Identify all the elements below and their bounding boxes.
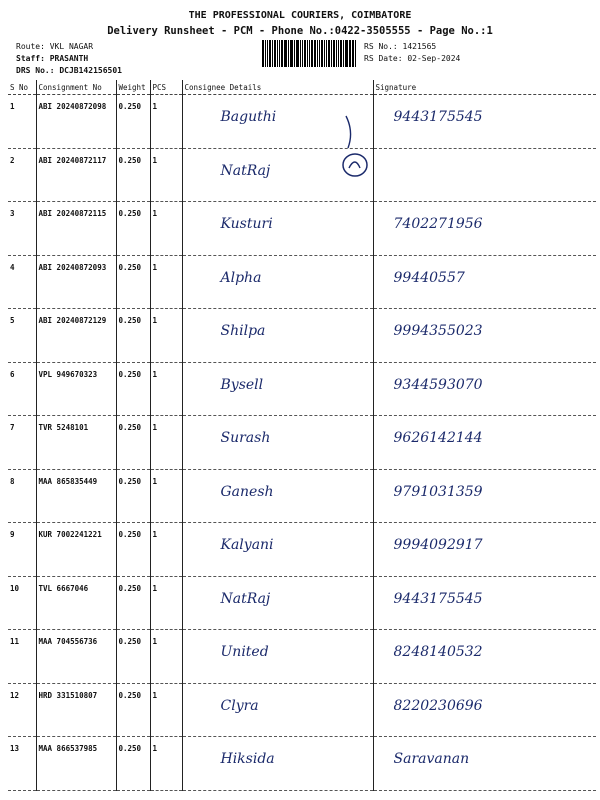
- cell-sno-text: 13: [10, 744, 20, 753]
- cell-pcs-text: 1: [152, 476, 158, 486]
- barcode-bar: [267, 40, 268, 67]
- cell-consignment-no: [36, 362, 116, 416]
- cell-consignee-text: Alpha: [220, 269, 262, 286]
- cell-consignee: [182, 416, 373, 470]
- cell-weight: [116, 255, 150, 309]
- cell-signature-text: 9994092917: [393, 537, 483, 553]
- cell-pcs-text: 1: [152, 744, 158, 753]
- barcode-bar: [343, 40, 344, 67]
- barcode-bar: [328, 40, 331, 67]
- cell-consignment-no-text: TVL 6667046: [38, 583, 89, 593]
- cell-signature: [373, 683, 596, 737]
- barcode-bar: [340, 40, 342, 67]
- cell-pcs: [150, 148, 182, 202]
- cell-weight: [116, 683, 150, 737]
- col-consignee-details: Consignee Details: [182, 80, 373, 95]
- barcode-bar: [352, 40, 354, 67]
- cell-pcs-text: 1: [152, 209, 158, 218]
- barcode-bar: [290, 40, 291, 67]
- table-row: [8, 416, 596, 470]
- cell-consignment-no: [36, 737, 116, 791]
- cell-sno: [8, 416, 36, 470]
- cell-pcs-text: 1: [152, 262, 158, 272]
- cell-signature: [373, 95, 596, 149]
- cell-consignment-no-text: ABI 20240872115: [38, 209, 107, 218]
- cell-consignment-no: [36, 416, 116, 470]
- cell-signature: [373, 576, 596, 630]
- cell-consignment-no: [36, 255, 116, 309]
- cell-weight-text: 0.250: [118, 369, 142, 379]
- barcode-bar: [345, 40, 348, 67]
- col-consignment-no: Consignment No: [36, 80, 116, 95]
- cell-weight: [116, 737, 150, 791]
- cell-pcs: [150, 683, 182, 737]
- barcode-bar: [302, 40, 303, 67]
- cell-sno: [8, 737, 36, 791]
- cell-consignee: [182, 362, 373, 416]
- cell-weight-text: 0.250: [118, 102, 142, 111]
- cell-sno: [8, 630, 36, 684]
- cell-consignee-text: Kusturi: [220, 216, 273, 232]
- cell-consignment-no: [36, 309, 116, 363]
- route-label: Route: VKL NAGAR: [16, 42, 94, 51]
- cell-signature-text: 9443175545: [393, 109, 483, 125]
- cell-sno: [8, 309, 36, 363]
- bracket-mark: [340, 112, 360, 152]
- table-row: [8, 523, 596, 577]
- barcode-bar: [269, 40, 272, 67]
- cell-weight: [116, 469, 150, 523]
- cell-weight-text: 0.250: [118, 155, 142, 165]
- cell-sno: [8, 683, 36, 737]
- barcode-bar: [349, 40, 350, 67]
- cell-weight-text: 0.250: [118, 316, 142, 325]
- rs-number: RS No.: 1421565: [364, 42, 437, 51]
- cell-weight: [116, 309, 150, 363]
- cell-weight-text: 0.250: [118, 690, 142, 700]
- company-title: THE PROFESSIONAL COURIERS, COIMBATORE: [188, 10, 412, 21]
- cell-sno-text: 2: [10, 155, 15, 165]
- cell-signature: [373, 148, 596, 202]
- cell-consignee-text: Baguthi: [220, 109, 277, 125]
- barcode-bar: [274, 40, 276, 67]
- cell-pcs-text: 1: [152, 369, 158, 379]
- cell-consignment-no-text: KUR 7002241221: [38, 530, 102, 539]
- cell-sno: [8, 576, 36, 630]
- cell-consignment-no-text: TVR 5248101: [38, 423, 89, 432]
- drs-label: DRS No.: DCJB142156501: [16, 66, 122, 75]
- cell-consignee: [182, 309, 373, 363]
- cell-weight: [116, 362, 150, 416]
- cell-consignment-no-text: MAA 865835449: [38, 476, 98, 486]
- cell-pcs: [150, 469, 182, 523]
- cell-pcs: [150, 362, 182, 416]
- cell-consignment-no: [36, 95, 116, 149]
- cell-signature: [373, 630, 596, 684]
- cell-consignee-text: Bysell: [220, 376, 264, 393]
- cell-pcs: [150, 309, 182, 363]
- cell-sno-text: 12: [10, 690, 20, 700]
- cell-weight-text: 0.250: [118, 530, 142, 539]
- col-pcs: PCS: [150, 80, 182, 95]
- cell-signature: [373, 309, 596, 363]
- barcode: [262, 40, 357, 67]
- barcode-bar: [314, 40, 316, 67]
- cell-weight-text: 0.250: [118, 476, 142, 486]
- cell-consignment-no-text: ABI 20240872098: [38, 102, 107, 111]
- barcode-bar: [279, 40, 280, 67]
- barcode-bar: [309, 40, 310, 67]
- cell-signature: [373, 737, 596, 791]
- cell-weight-text: 0.250: [118, 744, 142, 753]
- cell-pcs-text: 1: [152, 102, 158, 111]
- cell-weight: [116, 95, 150, 149]
- barcode-bar: [333, 40, 335, 67]
- col-weight: Weight: [116, 80, 150, 95]
- cell-sno-text: 6: [10, 369, 15, 379]
- staff-label: Staff: PRASANTH: [16, 54, 89, 63]
- cell-consignee: [182, 683, 373, 737]
- rs-date: RS Date: 02-Sep-2024: [364, 54, 461, 63]
- barcode-bar: [355, 40, 356, 67]
- cell-pcs: [150, 202, 182, 256]
- barcode-bar: [300, 40, 301, 67]
- cell-signature-text: 9626142144: [393, 430, 483, 446]
- cell-consignment-no-text: ABI 20240872093: [38, 262, 107, 272]
- cell-sno-text: 9: [10, 530, 15, 539]
- cell-signature-text: 99440557: [393, 269, 465, 286]
- table-row: [8, 255, 596, 309]
- barcode-bar: [284, 40, 287, 67]
- cell-consignee: [182, 469, 373, 523]
- cell-pcs-text: 1: [152, 690, 158, 700]
- cell-sno: [8, 202, 36, 256]
- cell-consignee: [182, 255, 373, 309]
- table-row: [8, 309, 596, 363]
- barcode-bar: [331, 40, 332, 67]
- cell-consignment-no-text: ABI 20240872129: [38, 316, 107, 325]
- cell-signature: [373, 416, 596, 470]
- cell-weight: [116, 576, 150, 630]
- cell-weight-text: 0.250: [118, 423, 142, 432]
- cell-sno-text: 7: [10, 423, 15, 432]
- col-signature: Signature: [373, 80, 596, 95]
- cell-weight: [116, 148, 150, 202]
- cell-sno-text: 3: [10, 209, 15, 218]
- cell-signature: [373, 202, 596, 256]
- cell-signature-text: 8248140532: [393, 644, 483, 660]
- cell-pcs-text: 1: [152, 423, 158, 432]
- cell-consignment-no: [36, 523, 116, 577]
- barcode-bar: [307, 40, 308, 67]
- cell-consignee-text: Surash: [220, 430, 271, 446]
- cell-weight: [116, 523, 150, 577]
- barcode-bar: [272, 40, 273, 67]
- cell-consignee: [182, 737, 373, 791]
- barcode-bar: [324, 40, 325, 67]
- col-sno: S No: [8, 80, 36, 95]
- barcode-bar: [336, 40, 337, 67]
- cell-consignment-no: [36, 576, 116, 630]
- cell-consignment-no-text: MAA 704556736: [38, 637, 98, 646]
- cell-signature: [373, 255, 596, 309]
- cell-consignee-text: Clyra: [220, 697, 259, 714]
- cell-pcs: [150, 630, 182, 684]
- table-row: [8, 148, 596, 202]
- cell-pcs-text: 1: [152, 530, 158, 539]
- cell-sno: [8, 362, 36, 416]
- table-row: [8, 202, 596, 256]
- cell-pcs: [150, 576, 182, 630]
- barcode-bar: [319, 40, 320, 67]
- cell-sno: [8, 95, 36, 149]
- cell-weight-text: 0.250: [118, 209, 142, 218]
- cell-consignee-text: NatRaj: [220, 590, 271, 607]
- cell-signature: [373, 362, 596, 416]
- cell-signature: [373, 469, 596, 523]
- cell-pcs-text: 1: [152, 316, 158, 325]
- cell-consignee-text: Shilpa: [220, 323, 266, 339]
- cell-signature-text: Saravanan: [393, 751, 470, 767]
- barcode-bar: [317, 40, 318, 67]
- barcode-bar: [277, 40, 278, 67]
- circled-mark: [340, 150, 370, 180]
- barcode-bar: [281, 40, 283, 67]
- cell-pcs-text: 1: [152, 583, 158, 593]
- barcode-bar: [321, 40, 323, 67]
- cell-consignment-no-text: HRD 331510807: [38, 690, 98, 700]
- cell-consignment-no-text: MAA 866537985: [38, 744, 98, 753]
- cell-consignee-text: United: [220, 644, 269, 660]
- cell-pcs: [150, 737, 182, 791]
- cell-signature-text: 7402271956: [393, 216, 483, 232]
- cell-consignee-text: Kalyani: [220, 537, 274, 553]
- cell-sno-text: 11: [10, 637, 20, 646]
- cell-pcs-text: 1: [152, 637, 158, 646]
- cell-consignment-no: [36, 683, 116, 737]
- cell-consignee: [182, 576, 373, 630]
- cell-pcs: [150, 416, 182, 470]
- cell-pcs: [150, 95, 182, 149]
- table-row: [8, 95, 596, 149]
- cell-weight: [116, 416, 150, 470]
- cell-signature-text: 9443175545: [393, 590, 483, 607]
- cell-consignee: [182, 202, 373, 256]
- cell-consignment-no: [36, 148, 116, 202]
- cell-weight-text: 0.250: [118, 583, 142, 593]
- barcode-bar: [311, 40, 314, 67]
- cell-signature-text: 8220230696: [393, 697, 483, 714]
- barcode-bar: [326, 40, 327, 67]
- barcode-bar: [296, 40, 299, 67]
- barcode-bar: [291, 40, 293, 67]
- cell-pcs: [150, 255, 182, 309]
- cell-consignee: [182, 630, 373, 684]
- cell-signature-text: 9791031359: [393, 483, 483, 500]
- cell-consignment-no-text: ABI 20240872117: [38, 155, 107, 165]
- cell-pcs: [150, 523, 182, 577]
- cell-sno: [8, 255, 36, 309]
- cell-consignment-no: [36, 469, 116, 523]
- cell-consignment-no: [36, 630, 116, 684]
- table-header-row: [8, 80, 596, 95]
- cell-sno-text: 4: [10, 262, 15, 272]
- barcode-bar: [294, 40, 295, 67]
- cell-sno-text: 1: [10, 102, 15, 111]
- cell-signature: [373, 523, 596, 577]
- cell-weight: [116, 202, 150, 256]
- cell-sno-text: 5: [10, 316, 15, 325]
- barcode-bar: [304, 40, 306, 67]
- cell-signature-text: 9344593070: [393, 376, 483, 393]
- cell-consignment-no: [36, 202, 116, 256]
- cell-consignee: [182, 523, 373, 577]
- table-row: [8, 576, 596, 630]
- table-row: [8, 362, 596, 416]
- cell-consignee-text: Hiksida: [220, 751, 275, 767]
- cell-sno-text: 10: [10, 583, 20, 593]
- barcode-bar: [350, 40, 351, 67]
- cell-weight-text: 0.250: [118, 262, 142, 272]
- cell-sno-text: 8: [10, 476, 15, 486]
- cell-weight: [116, 630, 150, 684]
- barcode-bar: [262, 40, 264, 67]
- cell-sno: [8, 469, 36, 523]
- cell-pcs-text: 1: [152, 155, 158, 165]
- runsheet-table: [8, 80, 596, 791]
- barcode-bar: [288, 40, 289, 67]
- barcode-bar: [338, 40, 339, 67]
- cell-weight-text: 0.250: [118, 637, 142, 646]
- cell-signature-text: 9994355023: [393, 323, 483, 339]
- barcode-bar: [265, 40, 266, 67]
- cell-consignment-no-text: VPL 949670323: [38, 369, 98, 379]
- runsheet-subtitle: Delivery Runsheet - PCM - Phone No.:0422-3505555 - Page No.:1: [107, 25, 493, 37]
- cell-consignee-text: Ganesh: [220, 483, 274, 500]
- table-row: [8, 683, 596, 737]
- table-row: [8, 737, 596, 791]
- table-row: [8, 630, 596, 684]
- cell-sno: [8, 148, 36, 202]
- cell-sno: [8, 523, 36, 577]
- cell-consignee-text: NatRaj: [220, 162, 271, 179]
- table-row: [8, 469, 596, 523]
